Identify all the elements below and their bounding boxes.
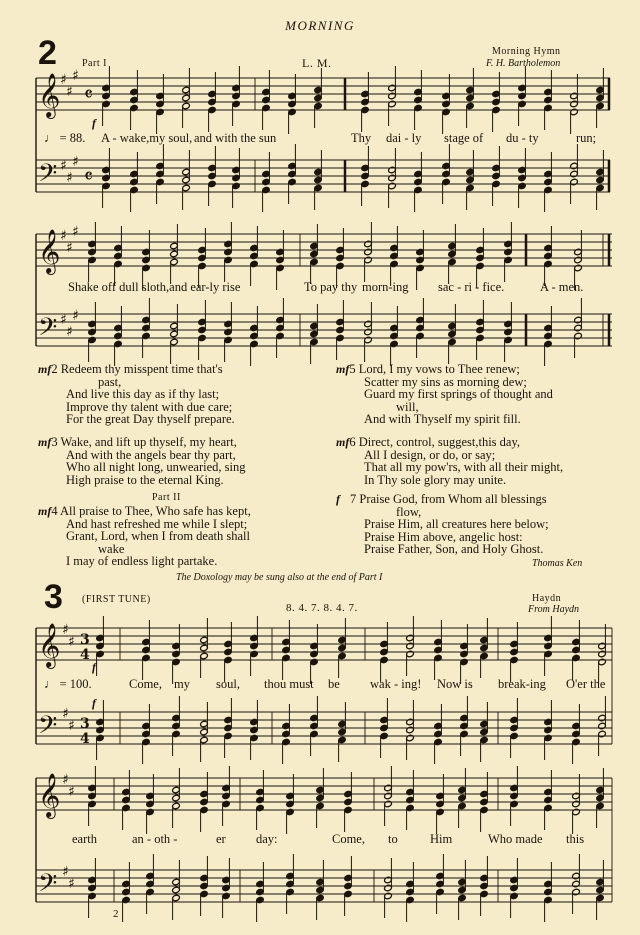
lyrics-line: stage of: [444, 131, 484, 145]
composer: From Haydn: [528, 604, 580, 615]
lyrics-line: Come,: [129, 677, 162, 691]
lyrics-line: Him: [430, 832, 453, 846]
svg-text:♯: ♯: [68, 784, 75, 800]
svg-text:3: 3: [80, 716, 90, 732]
lyrics-line: and with the sun: [194, 131, 277, 145]
svg-text:♯: ♯: [72, 154, 79, 170]
lyrics-line: soul,: [216, 677, 240, 691]
lyrics-line: break-ing: [498, 677, 546, 691]
verse-7: f 7 Praise God, from Whom all blessings flow, Praise Him, all creatures here below; Praise Him above, angelic host: Praise Father, Son, and Holy Ghost.: [336, 492, 549, 557]
meter: 8. 4. 7. 8. 4. 7.: [286, 602, 358, 614]
tune-name: Haydn: [532, 593, 562, 604]
tempo-mark: ♩ = 88.: [44, 131, 86, 145]
lyrics-line: wak - ing!: [370, 677, 422, 691]
lyrics-line: this: [566, 832, 585, 846]
svg-text:♯: ♯: [72, 224, 79, 240]
verse-4: mf4 All praise to Thee, Who safe has kept, And hast refreshed me while I slept; Grant, Lord, when I from death shall wake I may of endless light partake.: [38, 504, 251, 569]
lyrics-line: O'er the: [566, 677, 606, 691]
svg-text:♯: ♯: [66, 324, 73, 340]
lyrics-line: sac - ri - fice.: [438, 280, 505, 294]
svg-text:♯: ♯: [60, 72, 67, 88]
svg-text:𝄢: 𝄢: [38, 711, 58, 746]
svg-text:𝄴: 𝄴: [84, 82, 93, 106]
composer: F. H. Bartholemon: [486, 58, 561, 69]
svg-text:𝄴: 𝄴: [84, 164, 93, 188]
dynamic-marking: f: [92, 660, 96, 674]
verse-3: mf3 Wake, and lift up thyself, my heart, And with the angels bear thy part, Who all night long, unwearied, sing High praise to the eternal King.: [38, 435, 246, 487]
verse-5: mf5 Lord, I my vows to Thee renew; Scatter my sins as morning dew; Guard my first springs of thought and will, And with Thyself my spirit fill.: [336, 362, 553, 427]
bass-clef-icon: 𝄢: [38, 159, 58, 194]
treble-clef-icon: 𝄞: [38, 73, 61, 117]
tune-name: Morning Hymn: [492, 46, 561, 57]
lyrics-line: my: [174, 677, 190, 691]
lyrics-line: thou must: [264, 677, 314, 691]
svg-text:𝄞: 𝄞: [38, 773, 61, 817]
svg-text:3: 3: [80, 632, 90, 648]
svg-text:♯: ♯: [62, 864, 69, 880]
page-title: MORNING: [285, 18, 355, 33]
lyrics-line: an - oth -: [132, 832, 178, 846]
svg-text:4: 4: [80, 731, 90, 747]
tune-label: (FIRST TUNE): [82, 594, 151, 605]
verse-6: mf6 Direct, control, suggest,this day, All I design, or do, or say; That all my pow'rs, with all their might, In Thy sole glory may unite.: [336, 435, 564, 487]
svg-text:♯: ♯: [60, 312, 67, 328]
lyrics-line: to: [388, 832, 398, 846]
page-number: 2: [113, 908, 119, 920]
svg-text:𝄞: 𝄞: [38, 229, 61, 273]
doxology-note: The Doxology may be sung also at the end of Part I: [176, 572, 383, 583]
lyrics-line: A - men.: [540, 280, 584, 294]
part-label: Part I: [82, 58, 107, 69]
svg-text:♯: ♯: [62, 622, 69, 638]
dynamic-marking: f: [92, 116, 96, 130]
lyrics-line: To pay thy: [304, 280, 358, 294]
lyrics-line: Thy: [351, 131, 372, 145]
lyrics-line: du - ty: [506, 131, 539, 145]
svg-text:♯: ♯: [68, 634, 75, 650]
svg-text:♯: ♯: [60, 158, 67, 174]
lyrics-line: be: [328, 677, 340, 691]
lyrics-line: Come,: [332, 832, 365, 846]
svg-text:4: 4: [80, 647, 90, 663]
lyrics-line: dai - ly: [386, 131, 422, 145]
svg-text:♯: ♯: [62, 706, 69, 722]
svg-text:♯: ♯: [66, 84, 73, 100]
hymn-number: 3: [44, 578, 63, 616]
hymn-number: 2: [38, 34, 57, 72]
lyrics-line: er: [216, 832, 226, 846]
dynamic-marking-bass: f: [92, 696, 96, 710]
tempo-mark: ♩ = 100.: [44, 677, 92, 691]
meter: L. M.: [302, 56, 332, 70]
lyrics-line: day:: [256, 832, 278, 846]
lyrics-line: morn-ing: [362, 280, 409, 294]
svg-text:♯: ♯: [66, 240, 73, 256]
lyrics-line: earth: [72, 832, 97, 846]
part-ii-heading: Part II: [152, 492, 181, 503]
svg-text:♯: ♯: [72, 68, 79, 84]
lyrics-line: A - wake,my soul,: [101, 131, 193, 145]
svg-text:♯: ♯: [72, 308, 79, 324]
lyrics-line: Now is: [437, 677, 473, 691]
svg-text:♯: ♯: [68, 876, 75, 892]
svg-text:𝄞: 𝄞: [38, 623, 61, 667]
lyrics-line: run;: [576, 131, 597, 145]
attribution: Thomas Ken: [532, 558, 583, 569]
svg-text:♯: ♯: [62, 772, 69, 788]
svg-text:♯: ♯: [66, 170, 73, 186]
verse-2: mf2 Redeem thy misspent time that's past, And live this day as if thy last; Improve thy talent with due care; For the great Day thyself prepare.: [38, 362, 235, 427]
svg-text:𝄢: 𝄢: [38, 869, 58, 904]
svg-text:♯: ♯: [60, 228, 67, 244]
lyrics-line: Shake off dull sloth,and ear-ly rise: [68, 280, 241, 294]
lyrics-line: Who made: [488, 832, 543, 846]
svg-text:𝄢: 𝄢: [38, 313, 58, 348]
svg-text:♯: ♯: [68, 718, 75, 734]
